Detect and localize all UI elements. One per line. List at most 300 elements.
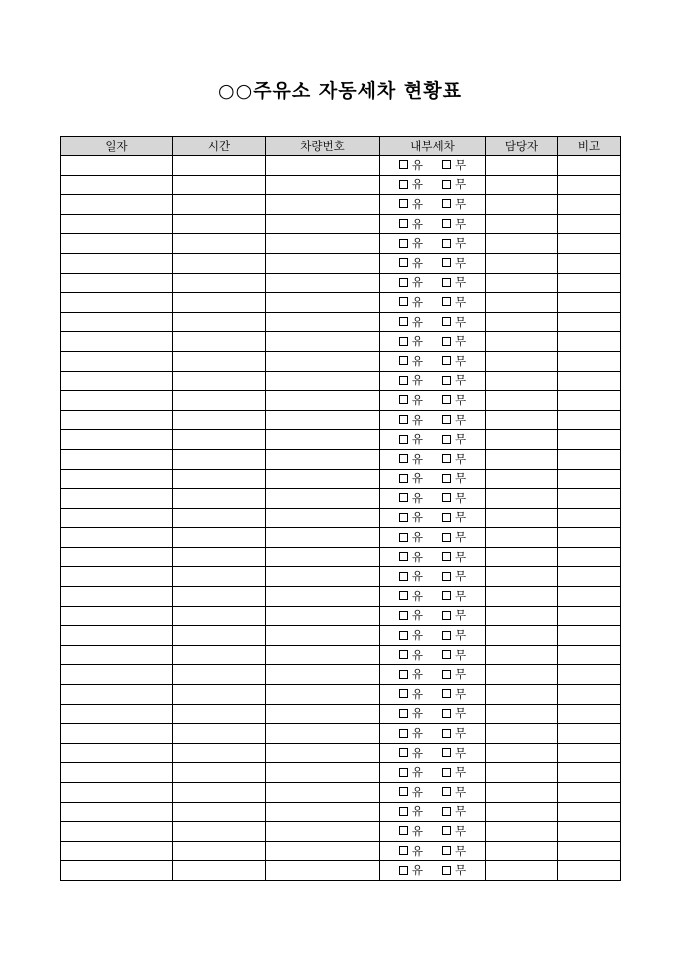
plate-number-cell[interactable] bbox=[266, 449, 380, 469]
yes-checkbox[interactable] bbox=[399, 415, 408, 424]
manager-cell[interactable] bbox=[486, 293, 558, 313]
manager-cell[interactable] bbox=[486, 508, 558, 528]
interior-wash-cell bbox=[380, 312, 486, 332]
note-cell[interactable] bbox=[558, 567, 621, 587]
interior-wash-options bbox=[399, 198, 466, 210]
plate-number-cell[interactable] bbox=[266, 489, 380, 509]
time-cell[interactable] bbox=[173, 841, 266, 861]
interior-wash-options bbox=[399, 394, 466, 406]
yes-checkbox[interactable] bbox=[399, 631, 408, 640]
date-cell[interactable] bbox=[61, 234, 173, 254]
note-cell[interactable] bbox=[558, 391, 621, 411]
yes-checkbox[interactable] bbox=[399, 611, 408, 620]
no-checkbox[interactable] bbox=[442, 572, 451, 581]
yes-checkbox[interactable] bbox=[399, 199, 408, 208]
time-cell[interactable] bbox=[173, 626, 266, 646]
date-cell[interactable] bbox=[61, 430, 173, 450]
note-cell[interactable] bbox=[558, 214, 621, 234]
table-row bbox=[61, 567, 621, 587]
time-cell[interactable] bbox=[173, 508, 266, 528]
note-cell[interactable] bbox=[558, 253, 621, 273]
no-label: 무 bbox=[455, 490, 467, 505]
manager-cell[interactable] bbox=[486, 587, 558, 607]
no-checkbox[interactable] bbox=[442, 356, 451, 365]
yes-label: 유 bbox=[411, 843, 423, 858]
note-cell[interactable] bbox=[558, 645, 621, 665]
note-cell[interactable] bbox=[558, 175, 621, 195]
note-cell[interactable] bbox=[558, 802, 621, 822]
manager-cell[interactable] bbox=[486, 783, 558, 803]
yes-label: 유 bbox=[411, 451, 423, 466]
date-cell[interactable] bbox=[61, 861, 173, 881]
plate-number-cell[interactable] bbox=[266, 469, 380, 489]
manager-cell[interactable] bbox=[486, 841, 558, 861]
yes-checkbox[interactable] bbox=[399, 729, 408, 738]
plate-number-cell[interactable] bbox=[266, 430, 380, 450]
table-row bbox=[61, 195, 621, 215]
yes-checkbox[interactable] bbox=[399, 709, 408, 718]
date-cell[interactable] bbox=[61, 214, 173, 234]
yes-checkbox[interactable] bbox=[399, 748, 408, 757]
date-cell[interactable] bbox=[61, 371, 173, 391]
yes-checkbox[interactable] bbox=[399, 572, 408, 581]
no-checkbox[interactable] bbox=[442, 689, 451, 698]
time-cell[interactable] bbox=[173, 489, 266, 509]
note-cell[interactable] bbox=[558, 273, 621, 293]
time-cell[interactable] bbox=[173, 214, 266, 234]
yes-checkbox[interactable] bbox=[399, 493, 408, 502]
yes-label: 유 bbox=[411, 765, 423, 780]
no-checkbox[interactable] bbox=[442, 180, 451, 189]
date-cell[interactable] bbox=[61, 587, 173, 607]
plate-number-cell[interactable] bbox=[266, 312, 380, 332]
date-cell[interactable] bbox=[61, 567, 173, 587]
yes-checkbox[interactable] bbox=[399, 533, 408, 542]
no-checkbox[interactable] bbox=[442, 454, 451, 463]
no-checkbox[interactable] bbox=[442, 219, 451, 228]
interior-wash-options bbox=[399, 805, 466, 817]
time-cell[interactable] bbox=[173, 430, 266, 450]
no-label: 무 bbox=[455, 412, 467, 427]
interior-wash-cell bbox=[380, 528, 486, 548]
manager-cell[interactable] bbox=[486, 567, 558, 587]
manager-cell[interactable] bbox=[486, 626, 558, 646]
manager-cell[interactable] bbox=[486, 645, 558, 665]
yes-checkbox[interactable] bbox=[399, 826, 408, 835]
time-cell[interactable] bbox=[173, 861, 266, 881]
date-cell[interactable] bbox=[61, 626, 173, 646]
time-cell[interactable] bbox=[173, 175, 266, 195]
plate-number-cell[interactable] bbox=[266, 822, 380, 842]
yes-checkbox[interactable] bbox=[399, 337, 408, 346]
yes-checkbox[interactable] bbox=[399, 846, 408, 855]
manager-cell[interactable] bbox=[486, 332, 558, 352]
no-checkbox[interactable] bbox=[442, 709, 451, 718]
time-cell[interactable] bbox=[173, 665, 266, 685]
no-checkbox[interactable] bbox=[442, 395, 451, 404]
no-checkbox[interactable] bbox=[442, 670, 451, 679]
date-cell[interactable] bbox=[61, 175, 173, 195]
no-checkbox[interactable] bbox=[442, 297, 451, 306]
manager-cell[interactable] bbox=[486, 606, 558, 626]
date-cell[interactable] bbox=[61, 195, 173, 215]
time-cell[interactable] bbox=[173, 234, 266, 254]
manager-cell[interactable] bbox=[486, 685, 558, 705]
date-cell[interactable] bbox=[61, 665, 173, 685]
time-cell[interactable] bbox=[173, 156, 266, 176]
manager-cell[interactable] bbox=[486, 724, 558, 744]
manager-cell[interactable] bbox=[486, 822, 558, 842]
note-cell[interactable] bbox=[558, 293, 621, 313]
time-cell[interactable] bbox=[173, 606, 266, 626]
note-cell[interactable] bbox=[558, 724, 621, 744]
time-cell[interactable] bbox=[173, 195, 266, 215]
date-cell[interactable] bbox=[61, 312, 173, 332]
table-row bbox=[61, 626, 621, 646]
no-checkbox[interactable] bbox=[442, 807, 451, 816]
table-row bbox=[61, 175, 621, 195]
table-row bbox=[61, 665, 621, 685]
no-checkbox[interactable] bbox=[442, 729, 451, 738]
yes-checkbox[interactable] bbox=[399, 356, 408, 365]
no-checkbox[interactable] bbox=[442, 474, 451, 483]
time-cell[interactable] bbox=[173, 273, 266, 293]
no-checkbox[interactable] bbox=[442, 493, 451, 502]
table-row bbox=[61, 293, 621, 313]
note-cell[interactable] bbox=[558, 587, 621, 607]
note-cell[interactable] bbox=[558, 626, 621, 646]
note-cell[interactable] bbox=[558, 606, 621, 626]
note-cell[interactable] bbox=[558, 332, 621, 352]
no-checkbox[interactable] bbox=[442, 239, 451, 248]
note-cell[interactable] bbox=[558, 704, 621, 724]
date-cell[interactable] bbox=[61, 351, 173, 371]
date-cell[interactable] bbox=[61, 528, 173, 548]
date-cell[interactable] bbox=[61, 332, 173, 352]
no-checkbox[interactable] bbox=[442, 826, 451, 835]
no-checkbox[interactable] bbox=[442, 787, 451, 796]
date-cell[interactable] bbox=[61, 391, 173, 411]
yes-label: 유 bbox=[411, 275, 423, 290]
manager-cell[interactable] bbox=[486, 763, 558, 783]
plate-number-cell[interactable] bbox=[266, 587, 380, 607]
manager-cell[interactable] bbox=[486, 391, 558, 411]
no-checkbox[interactable] bbox=[442, 435, 451, 444]
plate-number-cell[interactable] bbox=[266, 253, 380, 273]
note-cell[interactable] bbox=[558, 685, 621, 705]
date-cell[interactable] bbox=[61, 645, 173, 665]
no-checkbox[interactable] bbox=[442, 513, 451, 522]
time-cell[interactable] bbox=[173, 469, 266, 489]
yes-label: 유 bbox=[411, 412, 423, 427]
plate-number-cell[interactable] bbox=[266, 626, 380, 646]
no-label: 무 bbox=[455, 608, 467, 623]
plate-number-cell[interactable] bbox=[266, 528, 380, 548]
time-cell[interactable] bbox=[173, 449, 266, 469]
no-checkbox[interactable] bbox=[442, 258, 451, 267]
plate-number-cell[interactable] bbox=[266, 293, 380, 313]
yes-label: 유 bbox=[411, 804, 423, 819]
note-cell[interactable] bbox=[558, 743, 621, 763]
note-cell[interactable] bbox=[558, 763, 621, 783]
no-label: 무 bbox=[455, 530, 467, 545]
interior-wash-cell bbox=[380, 587, 486, 607]
yes-label: 유 bbox=[411, 823, 423, 838]
no-checkbox[interactable] bbox=[442, 376, 451, 385]
no-label: 무 bbox=[455, 569, 467, 584]
date-cell[interactable] bbox=[61, 469, 173, 489]
no-checkbox[interactable] bbox=[442, 768, 451, 777]
plate-number-cell[interactable] bbox=[266, 391, 380, 411]
no-checkbox[interactable] bbox=[442, 846, 451, 855]
note-cell[interactable] bbox=[558, 469, 621, 489]
yes-checkbox[interactable] bbox=[399, 219, 408, 228]
plate-number-cell[interactable] bbox=[266, 861, 380, 881]
no-checkbox[interactable] bbox=[442, 650, 451, 659]
table-row bbox=[61, 861, 621, 881]
manager-cell[interactable] bbox=[486, 547, 558, 567]
no-checkbox[interactable] bbox=[442, 337, 451, 346]
note-cell[interactable] bbox=[558, 861, 621, 881]
note-cell[interactable] bbox=[558, 547, 621, 567]
manager-cell[interactable] bbox=[486, 410, 558, 430]
note-cell[interactable] bbox=[558, 665, 621, 685]
time-cell[interactable] bbox=[173, 685, 266, 705]
manager-cell[interactable] bbox=[486, 528, 558, 548]
interior-wash-options bbox=[399, 511, 466, 523]
date-cell[interactable] bbox=[61, 783, 173, 803]
plate-number-cell[interactable] bbox=[266, 234, 380, 254]
date-cell[interactable] bbox=[61, 489, 173, 509]
manager-cell[interactable] bbox=[486, 743, 558, 763]
manager-cell[interactable] bbox=[486, 469, 558, 489]
yes-checkbox[interactable] bbox=[399, 180, 408, 189]
yes-checkbox[interactable] bbox=[399, 591, 408, 600]
date-cell[interactable] bbox=[61, 293, 173, 313]
yes-checkbox[interactable] bbox=[399, 376, 408, 385]
no-checkbox[interactable] bbox=[442, 278, 451, 287]
time-cell[interactable] bbox=[173, 351, 266, 371]
manager-cell[interactable] bbox=[486, 489, 558, 509]
no-checkbox[interactable] bbox=[442, 160, 451, 169]
manager-cell[interactable] bbox=[486, 234, 558, 254]
manager-cell[interactable] bbox=[486, 861, 558, 881]
note-cell[interactable] bbox=[558, 312, 621, 332]
yes-label: 유 bbox=[411, 863, 423, 878]
date-cell[interactable] bbox=[61, 802, 173, 822]
date-cell[interactable] bbox=[61, 724, 173, 744]
no-label: 무 bbox=[455, 294, 467, 309]
manager-cell[interactable] bbox=[486, 704, 558, 724]
note-cell[interactable] bbox=[558, 351, 621, 371]
plate-number-cell[interactable] bbox=[266, 685, 380, 705]
yes-checkbox[interactable] bbox=[399, 435, 408, 444]
time-cell[interactable] bbox=[173, 724, 266, 744]
plate-number-cell[interactable] bbox=[266, 273, 380, 293]
yes-checkbox[interactable] bbox=[399, 160, 408, 169]
yes-checkbox[interactable] bbox=[399, 650, 408, 659]
note-cell[interactable] bbox=[558, 489, 621, 509]
yes-checkbox[interactable] bbox=[399, 258, 408, 267]
manager-cell[interactable] bbox=[486, 253, 558, 273]
note-cell[interactable] bbox=[558, 156, 621, 176]
time-cell[interactable] bbox=[173, 783, 266, 803]
plate-number-cell[interactable] bbox=[266, 175, 380, 195]
plate-number-cell[interactable] bbox=[266, 195, 380, 215]
date-cell[interactable] bbox=[61, 156, 173, 176]
interior-wash-options bbox=[399, 257, 466, 269]
plate-number-cell[interactable] bbox=[266, 332, 380, 352]
interior-wash-cell bbox=[380, 841, 486, 861]
no-checkbox[interactable] bbox=[442, 748, 451, 757]
yes-checkbox[interactable] bbox=[399, 689, 408, 698]
date-cell[interactable] bbox=[61, 273, 173, 293]
yes-checkbox[interactable] bbox=[399, 317, 408, 326]
date-cell[interactable] bbox=[61, 606, 173, 626]
plate-number-cell[interactable] bbox=[266, 214, 380, 234]
time-cell[interactable] bbox=[173, 253, 266, 273]
yes-checkbox[interactable] bbox=[399, 787, 408, 796]
no-label: 무 bbox=[455, 804, 467, 819]
no-checkbox[interactable] bbox=[442, 552, 451, 561]
note-cell[interactable] bbox=[558, 508, 621, 528]
plate-number-cell[interactable] bbox=[266, 156, 380, 176]
no-checkbox[interactable] bbox=[442, 866, 451, 875]
date-cell[interactable] bbox=[61, 508, 173, 528]
yes-checkbox[interactable] bbox=[399, 670, 408, 679]
yes-checkbox[interactable] bbox=[399, 239, 408, 248]
yes-checkbox[interactable] bbox=[399, 866, 408, 875]
date-cell[interactable] bbox=[61, 822, 173, 842]
yes-checkbox[interactable] bbox=[399, 454, 408, 463]
manager-cell[interactable] bbox=[486, 214, 558, 234]
plate-number-cell[interactable] bbox=[266, 371, 380, 391]
plate-number-cell[interactable] bbox=[266, 351, 380, 371]
time-cell[interactable] bbox=[173, 371, 266, 391]
yes-checkbox[interactable] bbox=[399, 807, 408, 816]
yes-checkbox[interactable] bbox=[399, 552, 408, 561]
time-cell[interactable] bbox=[173, 743, 266, 763]
note-cell[interactable] bbox=[558, 430, 621, 450]
interior-wash-options bbox=[399, 218, 466, 230]
date-cell[interactable] bbox=[61, 763, 173, 783]
plate-number-cell[interactable] bbox=[266, 606, 380, 626]
plate-number-cell[interactable] bbox=[266, 802, 380, 822]
manager-cell[interactable] bbox=[486, 273, 558, 293]
no-checkbox[interactable] bbox=[442, 611, 451, 620]
plate-number-cell[interactable] bbox=[266, 763, 380, 783]
note-cell[interactable] bbox=[558, 449, 621, 469]
time-cell[interactable] bbox=[173, 587, 266, 607]
yes-checkbox[interactable] bbox=[399, 297, 408, 306]
time-cell[interactable] bbox=[173, 645, 266, 665]
plate-number-cell[interactable] bbox=[266, 645, 380, 665]
manager-cell[interactable] bbox=[486, 156, 558, 176]
no-checkbox[interactable] bbox=[442, 591, 451, 600]
no-checkbox[interactable] bbox=[442, 415, 451, 424]
plate-number-cell[interactable] bbox=[266, 567, 380, 587]
date-cell[interactable] bbox=[61, 841, 173, 861]
plate-number-cell[interactable] bbox=[266, 783, 380, 803]
manager-cell[interactable] bbox=[486, 665, 558, 685]
plate-number-cell[interactable] bbox=[266, 508, 380, 528]
yes-label: 유 bbox=[411, 784, 423, 799]
no-checkbox[interactable] bbox=[442, 631, 451, 640]
plate-number-cell[interactable] bbox=[266, 410, 380, 430]
note-cell[interactable] bbox=[558, 371, 621, 391]
interior-wash-options bbox=[399, 237, 466, 249]
manager-cell[interactable] bbox=[486, 312, 558, 332]
manager-cell[interactable] bbox=[486, 351, 558, 371]
time-cell[interactable] bbox=[173, 567, 266, 587]
date-cell[interactable] bbox=[61, 449, 173, 469]
interior-wash-options bbox=[399, 551, 466, 563]
no-checkbox[interactable] bbox=[442, 533, 451, 542]
no-label: 무 bbox=[455, 392, 467, 407]
date-cell[interactable] bbox=[61, 547, 173, 567]
note-cell[interactable] bbox=[558, 841, 621, 861]
plate-number-cell[interactable] bbox=[266, 724, 380, 744]
date-cell[interactable] bbox=[61, 253, 173, 273]
manager-cell[interactable] bbox=[486, 371, 558, 391]
time-cell[interactable] bbox=[173, 547, 266, 567]
yes-checkbox[interactable] bbox=[399, 513, 408, 522]
no-checkbox[interactable] bbox=[442, 317, 451, 326]
plate-number-cell[interactable] bbox=[266, 743, 380, 763]
time-cell[interactable] bbox=[173, 763, 266, 783]
note-cell[interactable] bbox=[558, 783, 621, 803]
yes-checkbox[interactable] bbox=[399, 278, 408, 287]
date-cell[interactable] bbox=[61, 410, 173, 430]
interior-wash-options bbox=[399, 845, 466, 857]
date-cell[interactable] bbox=[61, 685, 173, 705]
plate-number-cell[interactable] bbox=[266, 547, 380, 567]
plate-number-cell[interactable] bbox=[266, 665, 380, 685]
note-cell[interactable] bbox=[558, 822, 621, 842]
time-cell[interactable] bbox=[173, 332, 266, 352]
manager-cell[interactable] bbox=[486, 802, 558, 822]
time-cell[interactable] bbox=[173, 802, 266, 822]
time-cell[interactable] bbox=[173, 293, 266, 313]
interior-wash-options bbox=[399, 727, 466, 739]
note-cell[interactable] bbox=[558, 528, 621, 548]
yes-checkbox[interactable] bbox=[399, 395, 408, 404]
time-cell[interactable] bbox=[173, 704, 266, 724]
date-cell[interactable] bbox=[61, 704, 173, 724]
note-cell[interactable] bbox=[558, 234, 621, 254]
time-cell[interactable] bbox=[173, 312, 266, 332]
time-cell[interactable] bbox=[173, 391, 266, 411]
yes-checkbox[interactable] bbox=[399, 474, 408, 483]
table-row bbox=[61, 508, 621, 528]
manager-cell[interactable] bbox=[486, 175, 558, 195]
note-cell[interactable] bbox=[558, 195, 621, 215]
manager-cell[interactable] bbox=[486, 449, 558, 469]
time-cell[interactable] bbox=[173, 410, 266, 430]
no-checkbox[interactable] bbox=[442, 199, 451, 208]
time-cell[interactable] bbox=[173, 822, 266, 842]
plate-number-cell[interactable] bbox=[266, 704, 380, 724]
note-cell[interactable] bbox=[558, 410, 621, 430]
date-cell[interactable] bbox=[61, 743, 173, 763]
manager-cell[interactable] bbox=[486, 430, 558, 450]
interior-wash-options bbox=[399, 492, 466, 504]
plate-number-cell[interactable] bbox=[266, 841, 380, 861]
yes-checkbox[interactable] bbox=[399, 768, 408, 777]
manager-cell[interactable] bbox=[486, 195, 558, 215]
no-label: 무 bbox=[455, 255, 467, 270]
time-cell[interactable] bbox=[173, 528, 266, 548]
